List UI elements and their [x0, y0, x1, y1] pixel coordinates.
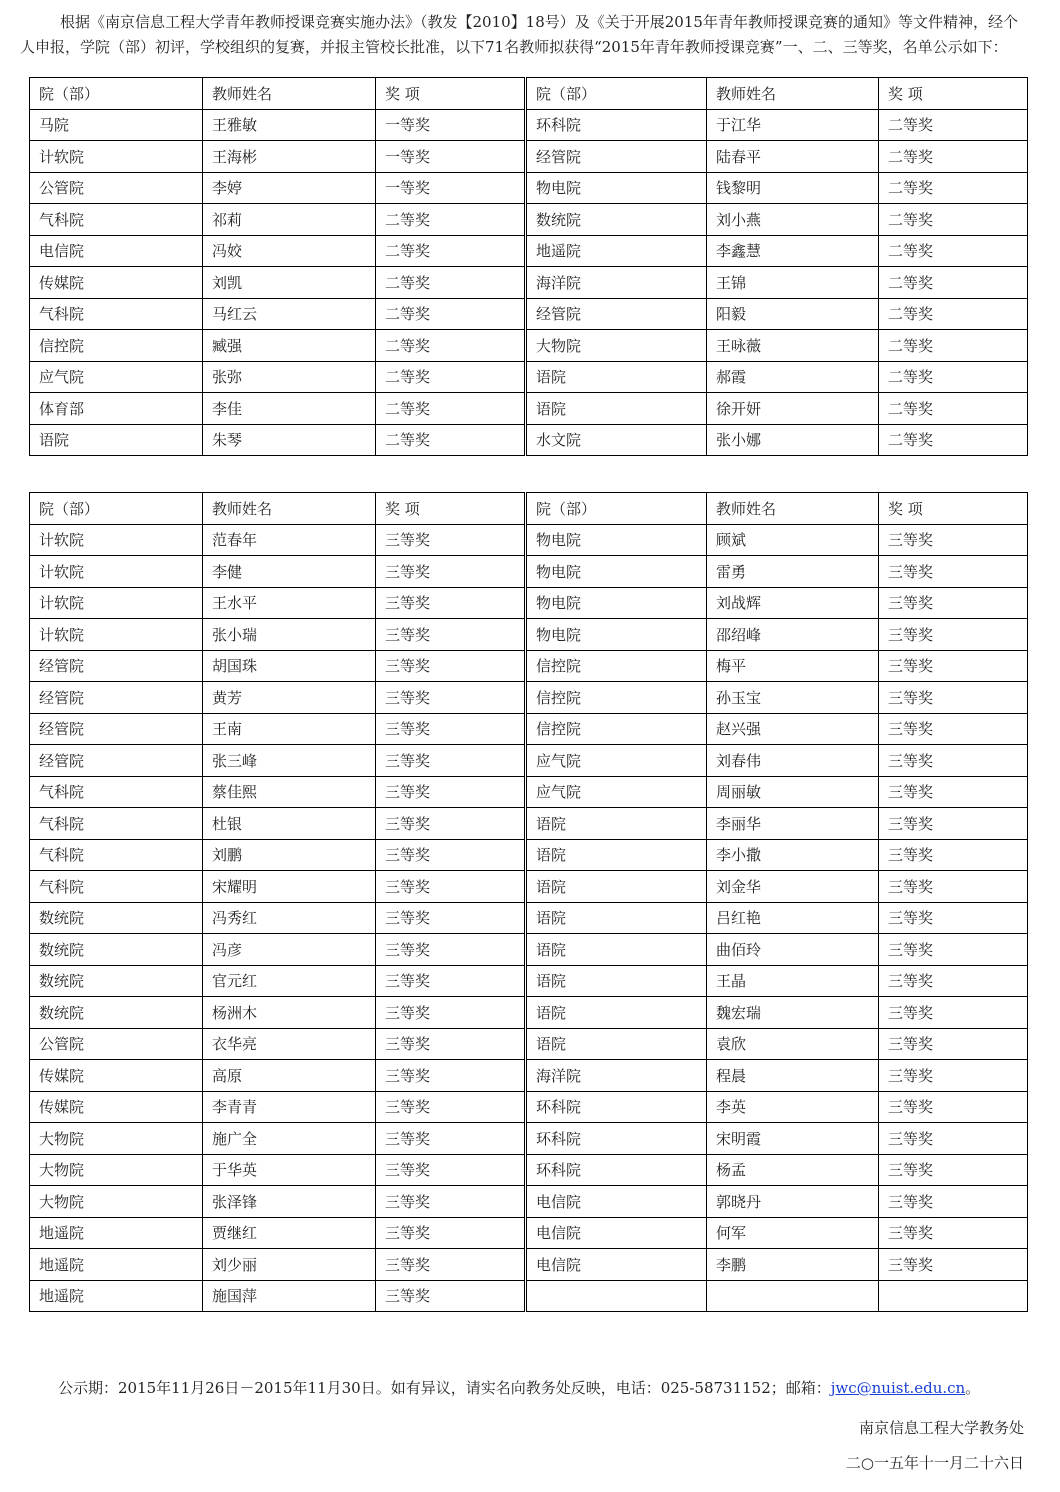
award-cell: 三等奖	[376, 1028, 526, 1060]
college-cell: 语院	[526, 965, 707, 997]
award-cell: 三等奖	[376, 524, 526, 556]
college-cell: 信控院	[526, 713, 707, 745]
table-row	[30, 204, 1028, 236]
college-cell: 经管院	[30, 682, 203, 714]
teacher-cell: 魏宏瑞	[707, 997, 879, 1029]
table-row	[30, 1091, 1028, 1123]
teacher-cell: 杨孟	[707, 1154, 879, 1186]
college-cell: 信控院	[526, 682, 707, 714]
college-cell: 公管院	[30, 172, 203, 204]
notice-end: 。	[965, 1379, 981, 1397]
teacher-cell: 顾斌	[707, 524, 879, 556]
award-cell: 三等奖	[376, 713, 526, 745]
teacher-cell: 赵兴强	[707, 713, 879, 745]
college-cell: 物电院	[526, 556, 707, 588]
college-cell: 环科院	[526, 1123, 707, 1155]
college-cell: 数统院	[30, 934, 203, 966]
issuing-office: 南京信息工程大学教务处	[858, 1419, 1024, 1437]
college-cell: 经管院	[526, 298, 707, 330]
college-cell: 数统院	[526, 204, 707, 236]
table-row	[30, 1060, 1028, 1092]
award-cell: 三等奖	[879, 1186, 1028, 1218]
college-cell: 地遥院	[30, 1249, 203, 1281]
table-row	[30, 808, 1028, 840]
award-cell: 三等奖	[879, 745, 1028, 777]
award-cell: 二等奖	[879, 393, 1028, 425]
college-cell: 语院	[526, 997, 707, 1029]
teacher-cell: 冯姣	[203, 235, 376, 267]
award-cell: 三等奖	[879, 524, 1028, 556]
award-cell: 三等奖	[376, 871, 526, 903]
table-row	[30, 650, 1028, 682]
award-cell: 二等奖	[376, 361, 526, 393]
college-cell: 经管院	[30, 713, 203, 745]
teacher-cell: 张小瑞	[203, 619, 376, 651]
award-cell: 三等奖	[376, 682, 526, 714]
college-cell: 经管院	[30, 745, 203, 777]
college-cell: 应气院	[526, 745, 707, 777]
college-cell: 计软院	[30, 141, 203, 173]
teacher-cell: 雷勇	[707, 556, 879, 588]
award-cell: 三等奖	[879, 713, 1028, 745]
college-cell: 水文院	[526, 424, 707, 456]
table-row	[30, 267, 1028, 299]
header-award: 奖 项	[879, 78, 1028, 110]
header-college: 院（部）	[30, 493, 203, 525]
college-cell: 气科院	[30, 776, 203, 808]
award-cell: 三等奖	[376, 1154, 526, 1186]
award-cell: 三等奖	[879, 1091, 1028, 1123]
table-row	[30, 393, 1028, 425]
award-table-third	[29, 492, 1028, 1312]
teacher-cell: 范春年	[203, 524, 376, 556]
college-cell: 传媒院	[30, 1091, 203, 1123]
teacher-cell: 杨洲木	[203, 997, 376, 1029]
award-cell: 二等奖	[879, 172, 1028, 204]
teacher-cell: 王雅敏	[203, 109, 376, 141]
award-cell: 三等奖	[879, 839, 1028, 871]
teacher-cell: 李小撒	[707, 839, 879, 871]
email-link[interactable]: jwc@nuist.edu.cn	[830, 1379, 966, 1397]
teacher-cell: 官元红	[203, 965, 376, 997]
award-cell: 一等奖	[376, 141, 526, 173]
teacher-cell: 王咏薇	[707, 330, 879, 362]
table-row	[30, 1123, 1028, 1155]
notice-text: 公示期：2015年11月26日－2015年11月30日。如有异议，请实名向教务处反映，电话：025-58731152；邮箱：	[58, 1379, 831, 1397]
teacher-cell: 郭晓丹	[707, 1186, 879, 1218]
award-cell: 二等奖	[879, 141, 1028, 173]
award-cell: 三等奖	[879, 587, 1028, 619]
teacher-cell: 李鑫慧	[707, 235, 879, 267]
award-cell: 一等奖	[376, 109, 526, 141]
college-cell: 气科院	[30, 839, 203, 871]
teacher-cell: 王海彬	[203, 141, 376, 173]
table-row	[30, 1249, 1028, 1281]
teacher-cell: 何军	[707, 1217, 879, 1249]
college-cell: 经管院	[30, 650, 203, 682]
college-cell	[526, 1280, 707, 1312]
table-row	[30, 745, 1028, 777]
college-cell: 语院	[526, 361, 707, 393]
college-cell: 计软院	[30, 524, 203, 556]
award-cell: 二等奖	[376, 235, 526, 267]
table-row	[30, 298, 1028, 330]
college-cell: 数统院	[30, 902, 203, 934]
college-cell: 语院	[526, 871, 707, 903]
teacher-cell: 刘鹏	[203, 839, 376, 871]
teacher-cell: 邵绍峰	[707, 619, 879, 651]
college-cell: 气科院	[30, 298, 203, 330]
college-cell: 语院	[526, 1028, 707, 1060]
college-cell: 应气院	[30, 361, 203, 393]
teacher-cell: 胡国珠	[203, 650, 376, 682]
college-cell: 物电院	[526, 587, 707, 619]
award-cell: 三等奖	[879, 1217, 1028, 1249]
college-cell: 地遥院	[526, 235, 707, 267]
teacher-cell: 张泽锋	[203, 1186, 376, 1218]
award-cell: 二等奖	[376, 424, 526, 456]
teacher-cell: 徐开妍	[707, 393, 879, 425]
award-cell: 三等奖	[879, 1123, 1028, 1155]
teacher-cell: 于华英	[203, 1154, 376, 1186]
college-cell: 物电院	[526, 172, 707, 204]
award-cell: 二等奖	[879, 267, 1028, 299]
table-row	[30, 713, 1028, 745]
award-cell: 二等奖	[879, 424, 1028, 456]
table-row	[30, 424, 1028, 456]
award-cell: 三等奖	[879, 1028, 1028, 1060]
teacher-cell: 冯彦	[203, 934, 376, 966]
teacher-cell: 梅平	[707, 650, 879, 682]
award-cell: 三等奖	[879, 965, 1028, 997]
header-award: 奖 项	[376, 78, 526, 110]
teacher-cell: 宋耀明	[203, 871, 376, 903]
teacher-cell: 施国萍	[203, 1280, 376, 1312]
issue-date: 二○一五年十一月二十六日	[845, 1454, 1024, 1472]
table-row	[30, 619, 1028, 651]
college-cell: 大物院	[526, 330, 707, 362]
award-cell: 二等奖	[879, 235, 1028, 267]
college-cell: 语院	[526, 839, 707, 871]
award-cell: 三等奖	[376, 997, 526, 1029]
teacher-cell: 祁莉	[203, 204, 376, 236]
publicity-notice	[58, 1377, 980, 1398]
teacher-cell: 马红云	[203, 298, 376, 330]
teacher-cell: 于江华	[707, 109, 879, 141]
table-row	[30, 1154, 1028, 1186]
award-cell: 二等奖	[879, 109, 1028, 141]
table-a-body	[30, 78, 1028, 456]
college-cell: 电信院	[526, 1249, 707, 1281]
college-cell: 信控院	[30, 330, 203, 362]
teacher-cell: 冯秀红	[203, 902, 376, 934]
college-cell: 数统院	[30, 965, 203, 997]
award-cell: 三等奖	[376, 1091, 526, 1123]
intro-paragraph: 根据《南京信息工程大学青年教师授课竞赛实施办法》（教发【2010】18号）及《关于开展2015年青年教师授课竞赛的通知》等文件精神，经个人申报，学院（部）初评，学校组织的复赛，并报主管校长批准，以下71名教师拟获得“2015年青年教师授课竞赛”一、二、三等奖，名单公示如下：	[20, 13, 1018, 56]
college-cell: 传媒院	[30, 267, 203, 299]
header-teacher: 教师姓名	[707, 78, 879, 110]
table-row	[30, 934, 1028, 966]
header-teacher: 教师姓名	[203, 78, 376, 110]
table-header-row	[30, 493, 1028, 525]
award-cell: 三等奖	[376, 839, 526, 871]
college-cell: 马院	[30, 109, 203, 141]
teacher-cell: 刘少丽	[203, 1249, 376, 1281]
teacher-cell: 程晨	[707, 1060, 879, 1092]
teacher-cell: 蔡佳熙	[203, 776, 376, 808]
teacher-cell: 黄芳	[203, 682, 376, 714]
award-cell: 三等奖	[376, 1217, 526, 1249]
college-cell: 环科院	[526, 109, 707, 141]
teacher-cell: 衣华亮	[203, 1028, 376, 1060]
award-cell: 三等奖	[879, 997, 1028, 1029]
award-cell: 三等奖	[879, 556, 1028, 588]
header-teacher: 教师姓名	[707, 493, 879, 525]
award-cell: 三等奖	[879, 1249, 1028, 1281]
teacher-cell: 李鹏	[707, 1249, 879, 1281]
college-cell: 计软院	[30, 587, 203, 619]
award-cell: 三等奖	[376, 745, 526, 777]
teacher-cell: 李丽华	[707, 808, 879, 840]
college-cell: 语院	[526, 808, 707, 840]
teacher-cell: 张三峰	[203, 745, 376, 777]
table-row	[30, 587, 1028, 619]
header-award: 奖 项	[376, 493, 526, 525]
teacher-cell: 刘战辉	[707, 587, 879, 619]
award-cell: 三等奖	[879, 682, 1028, 714]
college-cell: 大物院	[30, 1123, 203, 1155]
award-cell: 二等奖	[879, 361, 1028, 393]
teacher-cell: 曲佰玲	[707, 934, 879, 966]
college-cell: 地遥院	[30, 1280, 203, 1312]
table-row	[30, 776, 1028, 808]
header-award: 奖 项	[879, 493, 1028, 525]
award-cell: 二等奖	[376, 204, 526, 236]
table-row	[30, 839, 1028, 871]
teacher-cell: 李婷	[203, 172, 376, 204]
college-cell: 气科院	[30, 808, 203, 840]
college-cell: 海洋院	[526, 267, 707, 299]
teacher-cell: 钱黎明	[707, 172, 879, 204]
teacher-cell: 贾继红	[203, 1217, 376, 1249]
award-cell: 三等奖	[879, 776, 1028, 808]
college-cell: 经管院	[526, 141, 707, 173]
teacher-cell: 高原	[203, 1060, 376, 1092]
teacher-cell: 朱琴	[203, 424, 376, 456]
teacher-cell: 郝霞	[707, 361, 879, 393]
award-cell: 二等奖	[879, 298, 1028, 330]
college-cell: 大物院	[30, 1186, 203, 1218]
college-cell: 海洋院	[526, 1060, 707, 1092]
college-cell: 计软院	[30, 619, 203, 651]
teacher-cell: 王晶	[707, 965, 879, 997]
table-row	[30, 361, 1028, 393]
award-cell: 三等奖	[879, 650, 1028, 682]
teacher-cell: 刘金华	[707, 871, 879, 903]
award-table-first-second	[29, 77, 1028, 456]
teacher-cell: 刘凯	[203, 267, 376, 299]
table-row	[30, 1217, 1028, 1249]
teacher-cell: 李英	[707, 1091, 879, 1123]
table-row	[30, 109, 1028, 141]
table-row	[30, 524, 1028, 556]
teacher-cell: 王锦	[707, 267, 879, 299]
award-cell: 三等奖	[376, 1280, 526, 1312]
college-cell: 语院	[30, 424, 203, 456]
award-cell: 三等奖	[879, 902, 1028, 934]
college-cell: 语院	[526, 393, 707, 425]
teacher-cell: 王水平	[203, 587, 376, 619]
award-cell: 三等奖	[376, 1123, 526, 1155]
teacher-cell: 施广全	[203, 1123, 376, 1155]
college-cell: 数统院	[30, 997, 203, 1029]
teacher-cell: 孙玉宝	[707, 682, 879, 714]
college-cell: 气科院	[30, 204, 203, 236]
table-row	[30, 330, 1028, 362]
college-cell: 电信院	[30, 235, 203, 267]
teacher-cell	[707, 1280, 879, 1312]
award-cell: 二等奖	[376, 298, 526, 330]
teacher-cell: 刘小燕	[707, 204, 879, 236]
award-cell: 三等奖	[879, 1060, 1028, 1092]
college-cell: 应气院	[526, 776, 707, 808]
table-row	[30, 997, 1028, 1029]
college-cell: 电信院	[526, 1217, 707, 1249]
table-row	[30, 235, 1028, 267]
college-cell: 大物院	[30, 1154, 203, 1186]
table-row	[30, 1280, 1028, 1312]
award-cell: 三等奖	[376, 965, 526, 997]
table-row	[30, 1186, 1028, 1218]
teacher-cell: 周丽敏	[707, 776, 879, 808]
award-cell: 二等奖	[879, 204, 1028, 236]
award-cell: 三等奖	[376, 902, 526, 934]
college-cell: 电信院	[526, 1186, 707, 1218]
award-cell: 三等奖	[879, 1154, 1028, 1186]
award-cell: 三等奖	[879, 934, 1028, 966]
teacher-cell: 刘春伟	[707, 745, 879, 777]
teacher-cell: 李健	[203, 556, 376, 588]
header-teacher: 教师姓名	[203, 493, 376, 525]
award-cell: 三等奖	[376, 1249, 526, 1281]
college-cell: 物电院	[526, 619, 707, 651]
award-cell: 三等奖	[879, 871, 1028, 903]
teacher-cell: 吕红艳	[707, 902, 879, 934]
teacher-cell: 王南	[203, 713, 376, 745]
teacher-cell: 宋明霞	[707, 1123, 879, 1155]
college-cell: 物电院	[526, 524, 707, 556]
award-cell: 二等奖	[376, 267, 526, 299]
award-cell: 三等奖	[376, 808, 526, 840]
college-cell: 语院	[526, 934, 707, 966]
college-cell: 体育部	[30, 393, 203, 425]
college-cell: 地遥院	[30, 1217, 203, 1249]
teacher-cell: 阳毅	[707, 298, 879, 330]
award-cell: 三等奖	[376, 650, 526, 682]
header-college: 院（部）	[30, 78, 203, 110]
teacher-cell: 李佳	[203, 393, 376, 425]
award-cell: 三等奖	[376, 1186, 526, 1218]
award-cell: 三等奖	[879, 808, 1028, 840]
table-row	[30, 556, 1028, 588]
award-cell: 三等奖	[376, 556, 526, 588]
table-row	[30, 1028, 1028, 1060]
teacher-cell: 李青青	[203, 1091, 376, 1123]
teacher-cell: 袁欣	[707, 1028, 879, 1060]
award-cell: 三等奖	[376, 776, 526, 808]
table-row	[30, 141, 1028, 173]
teacher-cell: 张弥	[203, 361, 376, 393]
teacher-cell: 陆春平	[707, 141, 879, 173]
table-row	[30, 682, 1028, 714]
table-row	[30, 902, 1028, 934]
header-college: 院（部）	[526, 78, 707, 110]
table-row	[30, 172, 1028, 204]
header-college: 院（部）	[526, 493, 707, 525]
college-cell: 气科院	[30, 871, 203, 903]
table-row	[30, 871, 1028, 903]
table-b-body	[30, 493, 1028, 1312]
award-cell: 三等奖	[879, 619, 1028, 651]
college-cell: 语院	[526, 902, 707, 934]
table-row	[30, 965, 1028, 997]
award-cell: 三等奖	[376, 934, 526, 966]
teacher-cell: 张小娜	[707, 424, 879, 456]
college-cell: 传媒院	[30, 1060, 203, 1092]
teacher-cell: 杜银	[203, 808, 376, 840]
college-cell: 环科院	[526, 1154, 707, 1186]
college-cell: 公管院	[30, 1028, 203, 1060]
award-cell: 二等奖	[376, 330, 526, 362]
award-cell: 二等奖	[376, 393, 526, 425]
award-cell: 三等奖	[376, 1060, 526, 1092]
college-cell: 计软院	[30, 556, 203, 588]
table-header-row	[30, 78, 1028, 110]
college-cell: 信控院	[526, 650, 707, 682]
college-cell: 环科院	[526, 1091, 707, 1123]
award-cell: 一等奖	[376, 172, 526, 204]
award-cell: 三等奖	[376, 619, 526, 651]
teacher-cell: 臧强	[203, 330, 376, 362]
award-cell: 二等奖	[879, 330, 1028, 362]
award-cell	[879, 1280, 1028, 1312]
award-cell: 三等奖	[376, 587, 526, 619]
